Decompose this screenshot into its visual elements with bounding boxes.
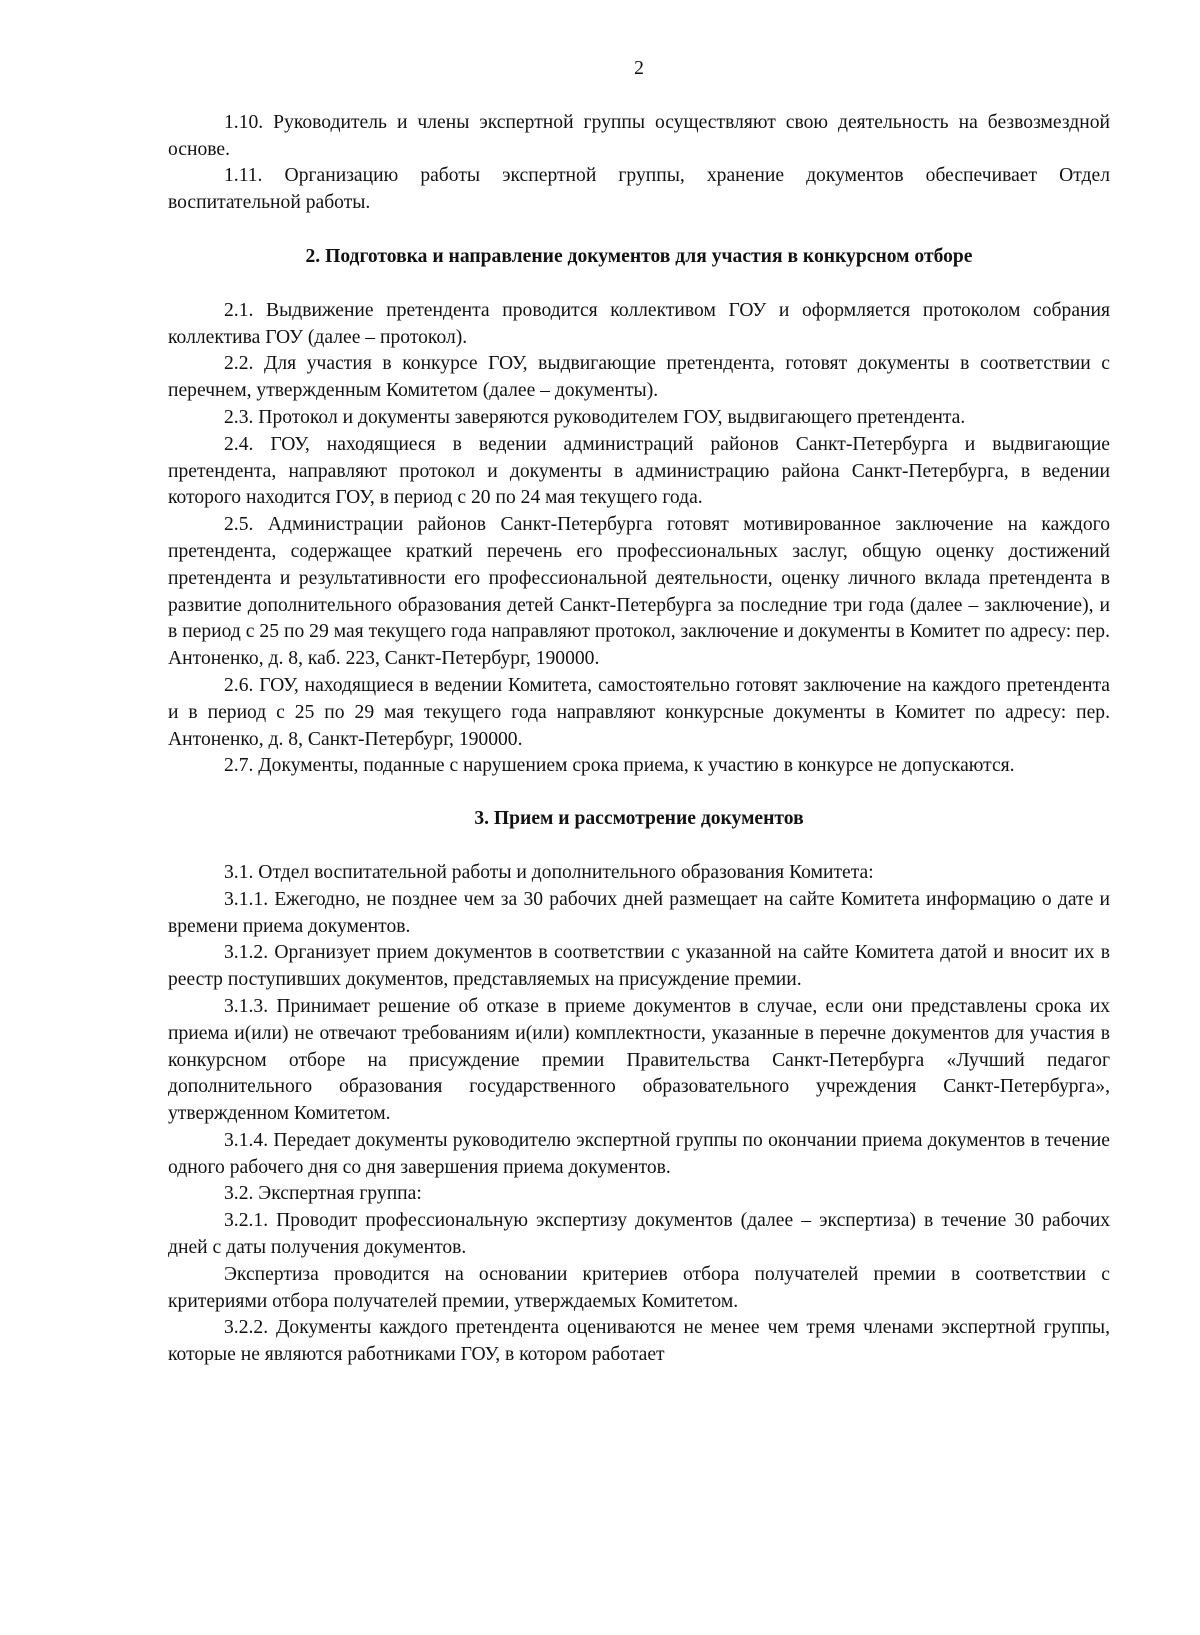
paragraph-2-6: 2.6. ГОУ, находящиеся в ведении Комитета, самостоятельно готовят заключение на каждого претендента и в период с 25 по 29 мая текущего года направляют конкурсные документы в Комитет по адресу: пер. Антоненко, д. 8, Санкт-Петербург, 190000. [168,674,1110,750]
paragraph-2-2: 2.2. Для участия в конкурсе ГОУ, выдвигающие претендента, готовят документы в соответствии с перечнем, утвержденным Комитетом (далее – документы). [168,353,1110,402]
paragraph-expertise-criteria: Экспертиза проводится на основании критериев отбора получателей премии в соответствии с критериями отбора получателей премии, утверждаемых Комитетом. [168,1263,1110,1312]
paragraph-3-1: 3.1. Отдел воспитательной работы и дополнительного образования Комитета: [224,861,874,883]
paragraph-1-10: 1.10. Руководитель и члены экспертной группы осуществляют свою деятельность на безвозмездной основе. [168,111,1110,160]
page-number: 2 [634,58,644,79]
paragraph-2-5: 2.5. Администрации районов Санкт-Петербурга готовят мотивированное заключение на каждого претендента, содержащее краткий перечень его профессиональных заслуг, общую оценку достижений претендента и результативности его профессиональной деятельности, оценку личного вклада претендента в развитие дополнительного образования детей Санкт-Петербурга за последние три года (далее – заключение), и в период с 25 по 29 мая текущего года направляют протокол, заключение и документы в Комитет по адресу: пер. Антоненко, д. 8, каб. 223, Санкт-Петербург, 190000. [168,514,1110,670]
paragraph-3-1-3: 3.1.3. Принимает решение об отказе в приеме документов в случае, если они представлены срока их приема и(или) не отвечают требованиям и(или) комплектности, указанные в перечне документов для участия в конкурсном отборе на присуждение премии Правительства Санкт-Петербурга «Лучший педагог дополнительного образования государственного образовательного учреждения Санкт-Петербурга», утвержденном Комитетом. [168,995,1110,1125]
paragraph-3-1-4: 3.1.4. Передает документы руководителю экспертной группы по окончании приема документов в течение одного рабочего дня со дня завершения приема документов. [168,1129,1110,1178]
paragraph-3-2-1: 3.2.1. Проводит профессиональную экспертизу документов (далее – экспертиза) в течение 30 рабочих дней с даты получения документов. [168,1210,1110,1259]
section-3-heading: 3. Прием и рассмотрение документов [474,808,804,830]
paragraph-2-4: 2.4. ГОУ, находящиеся в ведении администраций районов Санкт-Петербурга и выдвигающие претендента, направляют протокол и документы в администрацию района Санкт-Петербурга, в ведении которого находится ГОУ, в период с 20 по 24 мая текущего года. [168,433,1110,509]
paragraph-2-3: 2.3. Протокол и документы заверяются руководителем ГОУ, выдвигающего претендента. [224,406,966,428]
paragraph-2-7: 2.7. Документы, поданные с нарушением срока приема, к участию в конкурсе не допускаются. [224,755,1015,777]
paragraph-1-11: 1.11. Организацию работы экспертной группы, хранение документов обеспечивает Отдел воспитательной работы. [168,165,1110,214]
section-2-heading: 2. Подготовка и направление документов для участия в конкурсном отборе [305,245,973,267]
paragraph-3-1-2: 3.1.2. Организует прием документов в соответствии с указанной на сайте Комитета датой и вносит их в реестр поступивших документов, представляемых на присуждение премии. [168,942,1110,991]
paragraph-3-1-1: 3.1.1. Ежегодно, не позднее чем за 30 рабочих дней размещает на сайте Комитета информацию о дате и времени приема документов. [168,888,1110,937]
paragraph-2-1: 2.1. Выдвижение претендента проводится коллективом ГОУ и оформляется протоколом собрания коллектива ГОУ (далее – протокол). [168,299,1110,348]
document-page [168,56,1110,1369]
paragraph-3-2-2: 3.2.2. Документы каждого претендента оцениваются не менее чем тремя членами экспертной группы, которые не являются работниками ГОУ, в котором работает [168,1317,1110,1366]
paragraph-3-2: 3.2. Экспертная группа: [224,1183,422,1205]
